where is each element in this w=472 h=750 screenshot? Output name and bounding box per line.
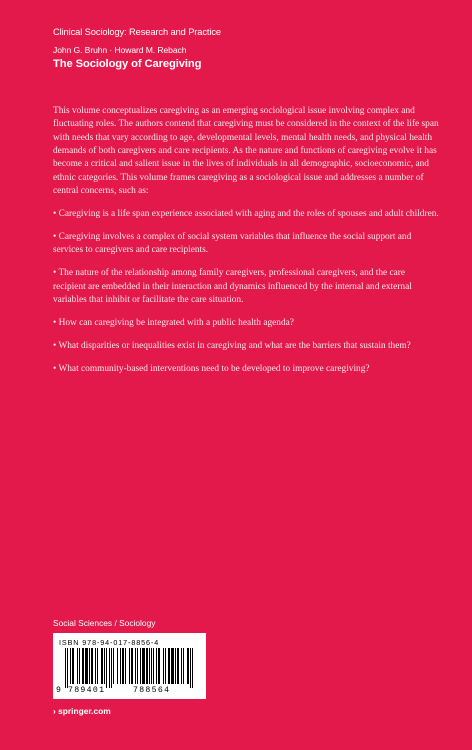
subject-category: Social Sciences / Sociology bbox=[53, 618, 156, 628]
barcode-digits-left: 789401 bbox=[68, 686, 106, 695]
barcode-bar bbox=[183, 648, 184, 684]
barcode-bar bbox=[129, 648, 130, 684]
book-title: The Sociology of Caregiving bbox=[53, 58, 202, 70]
barcode-bar bbox=[142, 648, 145, 684]
barcode-bar bbox=[101, 648, 103, 684]
barcode-bar bbox=[79, 648, 80, 684]
barcode-bar bbox=[120, 648, 121, 684]
isbn-text: ISBN 978-94-017-8856-4 bbox=[59, 638, 160, 647]
list-item: • How can caregiving be integrated with a public health agenda? bbox=[53, 317, 294, 328]
barcode-bar bbox=[175, 648, 176, 684]
barcode-bar bbox=[156, 648, 157, 684]
barcode-bar bbox=[168, 648, 170, 684]
barcode-bar bbox=[140, 648, 141, 684]
barcode-bar bbox=[137, 648, 138, 684]
barcode-bars bbox=[65, 648, 195, 688]
blurb bbox=[53, 105, 439, 386]
barcode-bar bbox=[85, 648, 88, 684]
series-title: Clinical Sociology: Research and Practice bbox=[53, 27, 221, 37]
barcode-bar bbox=[181, 648, 182, 684]
barcode-bar bbox=[109, 648, 110, 688]
barcode-digits-right: 788564 bbox=[133, 686, 171, 695]
barcode-bar bbox=[117, 648, 118, 684]
barcode-bar bbox=[151, 648, 152, 684]
authors: John G. Bruhn · Howard M. Rebach bbox=[53, 45, 187, 55]
barcode-bar bbox=[125, 648, 126, 684]
barcode-bar bbox=[89, 648, 90, 684]
barcode-bar bbox=[149, 648, 150, 684]
barcode-bar bbox=[122, 648, 124, 684]
list-item: • Caregiving is a life span experience associated with aging and the roles of spouses and adult children. bbox=[53, 209, 439, 219]
barcode-bar bbox=[106, 648, 107, 688]
list-item: • What community-based interventions need to be developed to improve caregiving? bbox=[53, 363, 370, 374]
barcode-bar bbox=[190, 648, 191, 688]
barcode-bar bbox=[104, 648, 105, 684]
barcode-bar bbox=[192, 648, 193, 688]
concerns-list bbox=[53, 208, 439, 376]
barcode-bar bbox=[131, 648, 133, 684]
publisher-website[interactable]: › springer.com bbox=[53, 706, 111, 716]
barcode-bar bbox=[77, 648, 78, 684]
blurb-intro: This volume conceptualizes caregiving as an emerging sociological issue involving complex and fluctuating roles. The authors contend that caregiving must be considered in the context of the life span with needs that vary according to age, developmental levels, mental health needs, and physical health demands of both caregivers and care recipients. As the nature and functions of caregiving evolve it has become a critical and salient issue in the lives of individuals in all demographic, socioeconomic, and ethnic categories. This volume frames caregiving as a sociological issue and addresses a number of central concerns, such as: bbox=[53, 106, 439, 197]
barcode-bar bbox=[91, 648, 93, 684]
barcode-bar bbox=[113, 648, 114, 684]
list-item: • Caregiving involves a complex of social system variables that influence the social support and services to caregivers and care recipients. bbox=[53, 231, 412, 256]
barcode-bar bbox=[146, 648, 148, 684]
barcode-digit-first: 9 bbox=[56, 686, 61, 695]
barcode-bar bbox=[67, 648, 68, 688]
barcode-bar bbox=[72, 648, 74, 684]
barcode-bar bbox=[165, 648, 166, 684]
barcode-bar bbox=[65, 648, 66, 688]
barcode bbox=[53, 633, 206, 699]
barcode-bar bbox=[177, 648, 179, 684]
barcode-bar bbox=[158, 648, 160, 684]
barcode-bar bbox=[70, 648, 71, 684]
barcode-bar bbox=[153, 648, 154, 684]
list-item: • The nature of the relationship among family caregivers, professional caregivers, and the care recipient are embedded in their interaction and dynamics influenced by the internal and external variables that inhibit or facilitate the care situation. bbox=[53, 268, 412, 305]
barcode-bar bbox=[135, 648, 136, 684]
barcode-bar bbox=[171, 648, 174, 684]
barcode-bar bbox=[111, 648, 112, 688]
barcode-bar bbox=[163, 648, 164, 684]
barcode-bar bbox=[187, 648, 189, 684]
barcode-bar bbox=[82, 648, 84, 684]
barcode-bar bbox=[95, 648, 96, 684]
list-item: • What disparities or inequalities exist in caregiving and what are the barriers that sustain them? bbox=[53, 340, 411, 351]
barcode-bar bbox=[97, 648, 98, 684]
